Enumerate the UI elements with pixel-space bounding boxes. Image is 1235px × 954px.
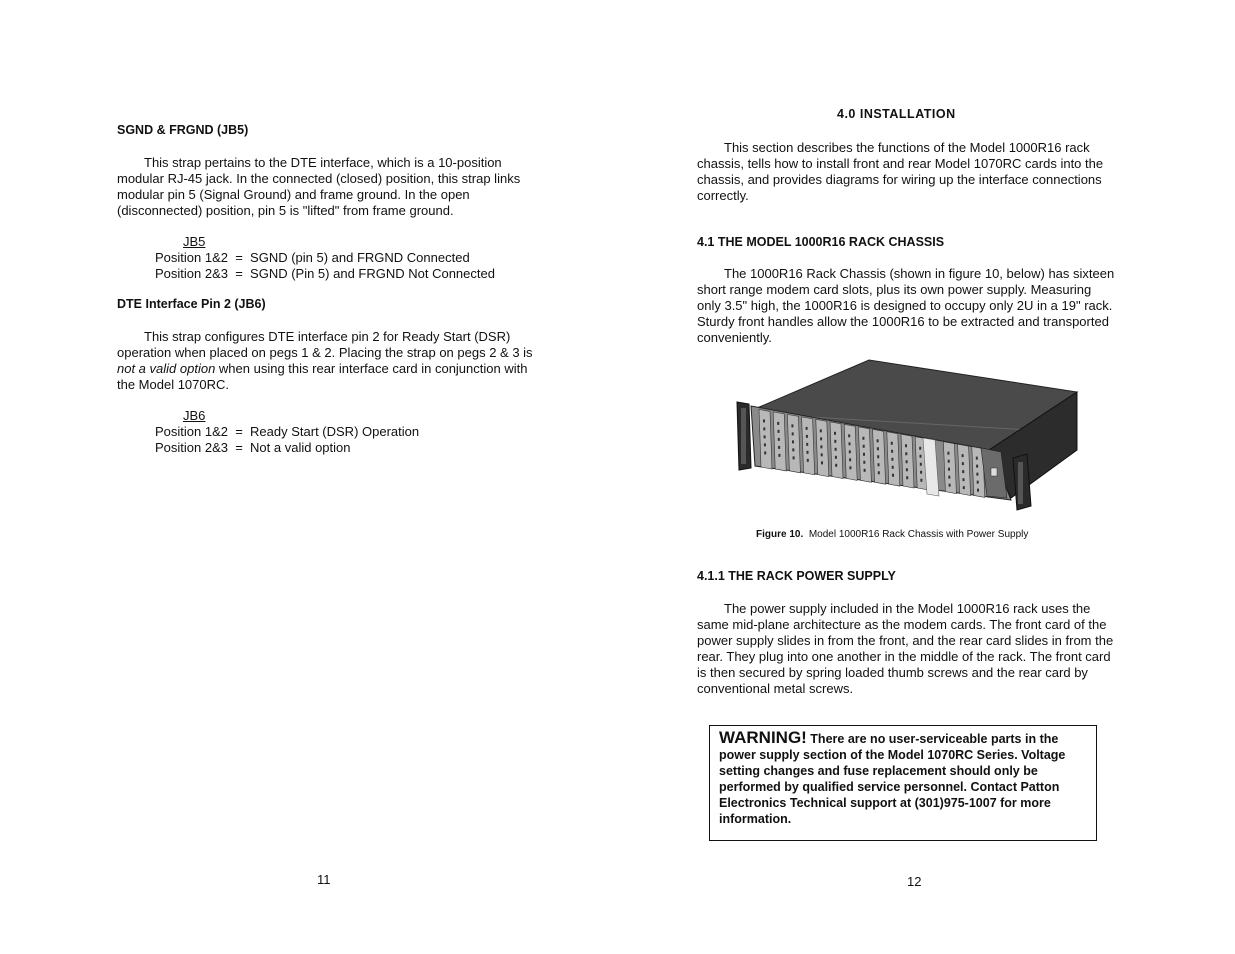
paragraph-jb5: This strap pertains to the DTE interface, which is a 10-position modular RJ-45 jack. In the connected (closed) position, this strap links modular pin 5 (Signal Ground) and frame ground. In the open (disconnected) position, pin 5 is "lifted" from frame ground. [117,155,521,218]
card-led [892,474,894,477]
card-led [849,450,851,453]
jb6-label: JB6 [183,408,206,423]
card-led [878,471,880,474]
card-led [778,430,780,433]
card-led [948,460,950,463]
card-led [920,479,922,482]
card-led [905,444,907,447]
card-led [891,442,893,445]
card-slot [759,409,772,469]
card-led [820,445,822,448]
paragraph-jb6-part-b: when using this rear interface card in conjunction with the Model 1070RC. [117,361,528,392]
card-led [920,463,922,466]
page-number-right: 12 [907,874,922,889]
card-slot [773,412,786,471]
card-led [920,455,922,458]
card-led [820,429,822,432]
card-led [764,435,766,438]
card-led [906,476,908,479]
card-led [976,465,978,468]
card-led [835,464,837,467]
card-led [877,455,879,458]
heading-jb5: SGND & FRGND (JB5) [117,123,249,137]
jb6-position-2: Position 2&3 = Not a valid option [155,440,351,455]
card-led [807,459,809,462]
card-led [919,447,921,450]
card-led [834,440,836,443]
card-led [949,484,951,487]
card-led [906,460,908,463]
card-led [892,466,894,469]
card-led [948,468,950,471]
page-number-left: 11 [317,872,331,887]
paragraph-4-1-1: The power supply included in the Model 1000R16 rack uses the same mid-plane architecture as the modem cards. The front card of the power supply slides in from the front, and the rear card slides in from the rear. They plug into one another in the middle of the rack. The front card is then secured by spring loaded thumb screws and the rear card by conventional metal screws. [697,601,1114,696]
card-led [820,437,822,440]
card-led [862,437,864,440]
card-led [948,476,950,479]
card-led [863,445,865,448]
card-led [976,473,978,476]
jb6-position-1: Position 1&2 = Ready Start (DSR) Operation [155,424,420,439]
card-led [806,435,808,438]
right-page [617,0,1235,954]
paragraph-jb6-part-a: This strap configures DTE interface pin 2 for Ready Start (DSR) operation when placed on pegs 1 & 2. Placing the strap on pegs 2 & 3 is [117,329,533,360]
card-led [962,470,964,473]
rack-chassis-figure [729,358,1079,523]
card-led [763,427,765,430]
paragraph-4-1: The 1000R16 Rack Chassis (shown in figure 10, below) has sixteen short range modem card slots, plus its own power supply. Measuring only 3.5" high, the 1000R16 is designed to occupy only 2U in a 19" rack. Sturdy front handles allow the 1000R16 to be extracted and transported conveniently. [697,266,1115,345]
card-led [849,442,851,445]
card-led [806,443,808,446]
card-led [793,456,795,459]
left-page [0,0,617,954]
section-title: 4.0 INSTALLATION [837,107,956,121]
card-led [877,447,879,450]
card-led [777,422,779,425]
card-led [778,446,780,449]
jb5-position-1: Position 1&2 = SGND (pin 5) and FRGND Connected [155,250,470,265]
warning-text: There are no user-serviceable parts in the power supply section of the Model 1070RC Series. Voltage setting changes and fuse replacement should only be performed by qualified service personnel. Contact Patton Electronics Technical support at (301)975-1007 for more information. [719,732,1066,826]
card-led [849,466,851,469]
card-led [835,448,837,451]
card-led [764,443,766,446]
card-led [807,451,809,454]
card-led [792,448,794,451]
figure-label: Figure 10. [756,529,804,540]
card-led [764,451,766,454]
jb5-position-2: Position 2&3 = SGND (Pin 5) and FRGND Not Connected [155,266,495,281]
card-led [877,439,879,442]
card-led [891,450,893,453]
card-led [863,453,865,456]
heading-jb6: DTE Interface Pin 2 (JB6) [117,297,266,311]
card-led [906,468,908,471]
intro-paragraph: This section describes the functions of the Model 1000R16 rack chassis, tells how to install front and rear Model 1070RC cards into the chassis, and provides diagrams for wiring up the interface connections correctly. [697,140,1104,203]
card-led [947,452,949,455]
warning-box [709,725,1097,841]
card-led [791,424,793,427]
card-led [863,461,865,464]
card-led [792,440,794,443]
card-led [891,458,893,461]
card-led [864,469,866,472]
card-led [977,489,979,492]
card-led [806,427,808,430]
warning-word: WARNING! [719,728,807,747]
card-led [920,471,922,474]
heading-4-1-1: 4.1.1 THE RACK POWER SUPPLY [697,569,896,583]
card-led [848,434,850,437]
card-led [792,432,794,435]
card-led [821,453,823,456]
jb5-label: JB5 [183,234,206,249]
card-led [976,457,978,460]
card-led [977,481,979,484]
card-led [963,478,965,481]
card-led [821,461,823,464]
figure-caption [756,529,1028,540]
card-led [834,432,836,435]
paragraph-jb6 [117,329,537,393]
heading-4-1: 4.1 THE MODEL 1000R16 RACK CHASSIS [697,235,945,249]
card-led [905,452,907,455]
card-led [778,454,780,457]
card-led [763,419,765,422]
paragraph-jb6-emphasis: not a valid option [117,361,216,376]
card-led [962,454,964,457]
figure-caption-text: Model 1000R16 Rack Chassis with Power Supply [808,529,1029,540]
card-led [778,438,780,441]
card-led [835,456,837,459]
card-slot [787,414,800,472]
card-led [962,462,964,465]
card-led [878,463,880,466]
card-led [963,486,965,489]
card-led [849,458,851,461]
